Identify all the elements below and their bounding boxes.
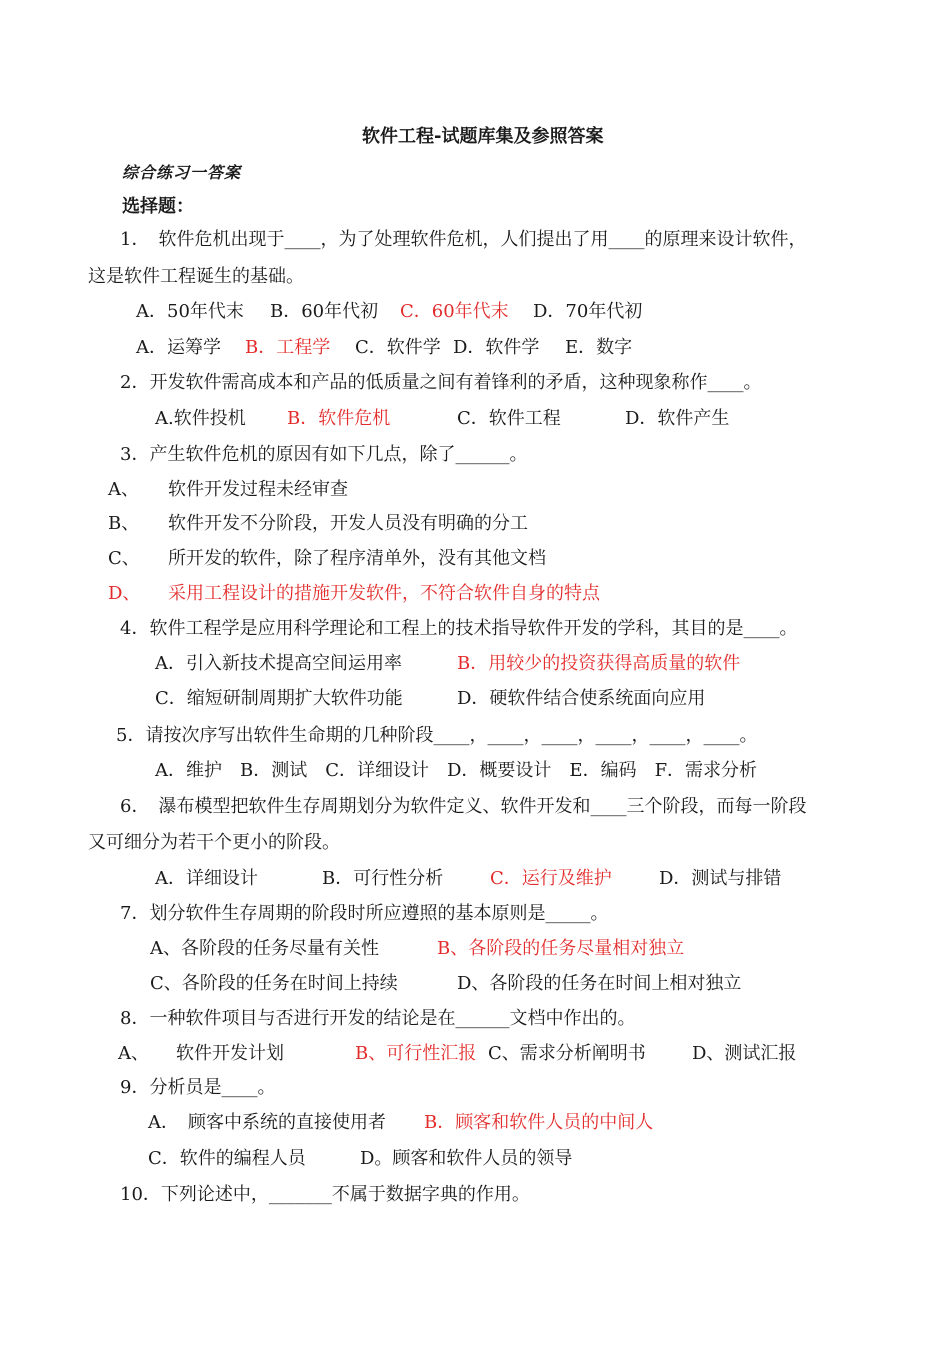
q4-option-c: C．缩短研制周期扩大软件功能 [155, 688, 403, 709]
q3-option-b: 软件开发不分阶段，开发人员没有明确的分工 [168, 513, 528, 534]
q4-option-b-answer: B．用较少的投资获得高质量的软件 [457, 653, 741, 674]
q3-option-d-label: D、 [108, 583, 141, 604]
q8-option-c: C、需求分析阐明书 [488, 1043, 646, 1064]
q3-option-c: 所开发的软件，除了程序清单外，没有其他文档 [168, 548, 546, 569]
q6-option-a: A．详细设计 [155, 868, 258, 889]
q4-option-d: D．硬软件结合使系统面向应用 [457, 688, 706, 709]
q1-option2-b-answer: B．工程学 [245, 337, 331, 358]
q4-option-a: A．引入新技术提高空间运用率 [155, 653, 402, 674]
q9-option-c: C．软件的编程人员 [148, 1148, 306, 1169]
document-title: 软件工程-试题库集及参照答案 [362, 126, 604, 147]
q1-option-c-answer: C．60年代末 [400, 301, 509, 322]
document-subtitle: 综合练习一答案 [122, 163, 242, 182]
q7-option-b-answer: B、各阶段的任务尽量相对独立 [437, 938, 685, 959]
q7-option-c: C、各阶段的任务在时间上持续 [150, 973, 398, 994]
section-heading: 选择题： [122, 196, 194, 217]
q2-option-c: C．软件工程 [457, 408, 561, 429]
q8-option-d: D、测试汇报 [692, 1043, 797, 1064]
q6-option-d: D．测试与排错 [659, 868, 782, 889]
q1-option2-d: D．软件学 [453, 337, 540, 358]
q1-text-line2: 这是软件工程诞生的基础。 [88, 266, 304, 287]
q6-text-line1: 6． 瀑布模型把软件生存周期划分为软件定义、软件开发和____三个阶段，而每一阶段 [120, 796, 807, 817]
q1-option-b: B．60年代初 [270, 301, 379, 322]
q8-option-a-label: A、 [118, 1043, 149, 1064]
q9-text: 9．分析员是____。 [120, 1077, 276, 1098]
q2-option-d: D．软件产生 [625, 408, 730, 429]
q8-option-b-answer: B、可行性汇报 [355, 1043, 477, 1064]
q10-text: 10．下列论述中，_______不属于数据字典的作用。 [120, 1184, 530, 1205]
q3-option-a: 软件开发过程未经审查 [168, 479, 348, 500]
q5-options: A．维护 B．测试 C．详细设计 D．概要设计 E．编码 F．需求分析 [155, 760, 758, 781]
q3-option-c-label: C、 [108, 548, 140, 569]
q3-option-a-label: A、 [108, 479, 139, 500]
q9-option-d: D。顾客和软件人员的领导 [360, 1148, 573, 1169]
q7-option-d: D、各阶段的任务在时间上相对独立 [457, 973, 742, 994]
q8-option-a: 软件开发计划 [176, 1043, 284, 1064]
q7-text: 7．划分软件生存周期的阶段时所应遵照的基本原则是_____。 [120, 903, 609, 924]
q5-text: 5．请按次序写出软件生命期的几种阶段____，____，____，____，____，____。 [116, 725, 758, 746]
q9-option-a: A． 顾客中系统的直接使用者 [148, 1112, 386, 1133]
q1-option2-c: C．软件学 [355, 337, 441, 358]
q3-option-d-answer: 采用工程设计的措施开发软件，不符合软件自身的特点 [168, 583, 600, 604]
q1-option2-e: E．数字 [565, 337, 633, 358]
q2-option-a: A.软件投机 [155, 408, 246, 429]
q3-text: 3．产生软件危机的原因有如下几点，除了______。 [120, 444, 528, 465]
q1-option2-a: A．运筹学 [136, 337, 221, 358]
q1-text-line1: 1． 软件危机出现于____，为了处理软件危机，人们提出了用____的原理来设计软件， [120, 229, 807, 250]
q9-option-b-answer: B．顾客和软件人员的中间人 [424, 1112, 654, 1133]
q6-option-c-answer: C．运行及维护 [490, 868, 612, 889]
q1-option-a: A．50年代末 [136, 301, 244, 322]
q6-text-line2: 又可细分为若干个更小的阶段。 [88, 832, 340, 853]
q4-text: 4．软件工程学是应用科学理论和工程上的技术指导软件开发的学科，其目的是____。 [120, 618, 798, 639]
q1-option-d: D．70年代初 [533, 301, 643, 322]
q6-option-b: B．可行性分析 [322, 868, 444, 889]
q7-option-a: A、各阶段的任务尽量有关性 [150, 938, 379, 959]
q2-option-b-answer: B．软件危机 [287, 408, 391, 429]
q2-text: 2．开发软件需高成本和产品的低质量之间有着锋利的矛盾，这种现象称作____。 [120, 372, 762, 393]
q8-text: 8．一种软件项目与否进行开发的结论是在______文档中作出的。 [120, 1008, 636, 1029]
q3-option-b-label: B、 [108, 513, 140, 534]
